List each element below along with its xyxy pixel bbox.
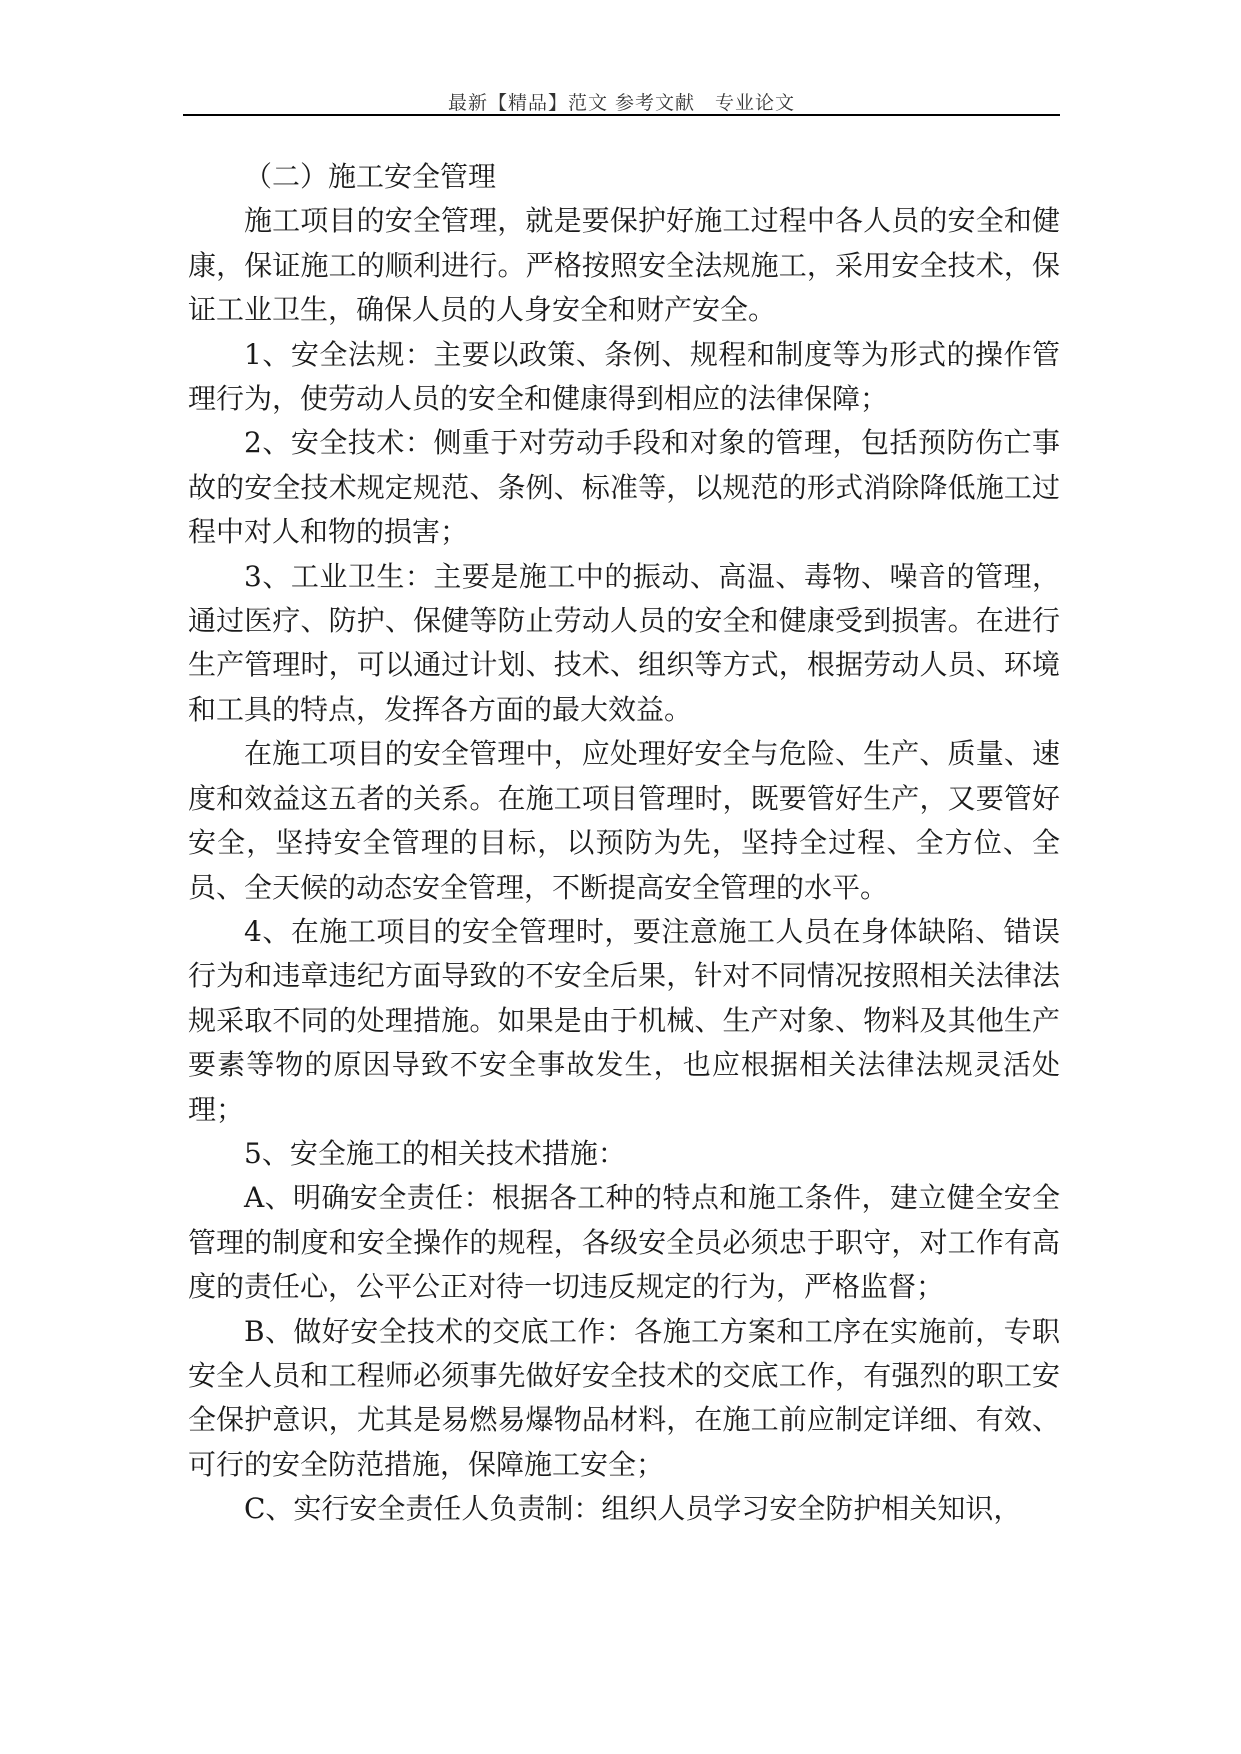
paragraph-item-2: 2、安全技术：侧重于对劳动手段和对象的管理，包括预防伤亡事故的安全技术规定规范、条例、标准等，以规范的形式消除降低施工过程中对人和物的损害； [188, 426, 1060, 549]
paragraph-item-4: 4、在施工项目的安全管理时，要注意施工人员在身体缺陷、错误行为和违章违纪方面导致的不安全后果，针对不同情况按照相关法律法规采取不同的处理措施。如果是由于机械、生产对象、物料及其他生产要素等物的原因导致不安全事故发生，也应根据相关法律法规灵活处理； [188, 914, 1060, 1126]
page-header: 最新【精品】范文 参考文献 专业论文 [447, 92, 796, 114]
document-body [188, 155, 1060, 1532]
paragraph-intro: 施工项目的安全管理，就是要保护好施工过程中各人员的安全和健康，保证施工的顺利进行。严格按照安全法规施工，采用安全技术，保证工业卫生，确保人员的人身安全和财产安全。 [188, 204, 1060, 327]
section-heading: （二）施工安全管理 [244, 160, 497, 193]
paragraph-item-b: B、做好安全技术的交底工作：各施工方案和工序在实施前，专职安全人员和工程师必须事先做好安全技术的交底工作，有强烈的职工安全保护意识，尤其是易燃易爆物品材料，在施工前应制定详细、有效、可行的安全防范措施，保障施工安全； [188, 1314, 1060, 1481]
paragraph-item-5: 5、安全施工的相关技术措施： [244, 1136, 626, 1170]
header-divider [183, 114, 1060, 116]
paragraph-relations: 在施工项目的安全管理中，应处理好安全与危险、生产、质量、速度和效益这五者的关系。在施工项目管理时，既要管好生产，又要管好安全，坚持安全管理的目标，以预防为先，坚持全过程、全方位、全员、全天候的动态安全管理，不断提高安全管理的水平。 [188, 737, 1060, 904]
paragraph-item-3: 3、工业卫生：主要是施工中的振动、高温、毒物、噪音的管理，通过医疗、防护、保健等防止劳动人员的安全和健康受到损害。在进行生产管理时，可以通过计划、技术、组织等方式，根据劳动人员、环境和工具的特点，发挥各方面的最大效益。 [188, 559, 1060, 726]
paragraph-item-1: 1、安全法规：主要以政策、条例、规程和制度等为形式的操作管理行为，使劳动人员的安全和健康得到相应的法律保障； [188, 337, 1060, 416]
paragraph-item-c: C、实行安全责任人负责制：组织人员学习安全防护相关知识， [244, 1492, 1022, 1526]
paragraph-item-a: A、明确安全责任：根据各工种的特点和施工条件，建立健全安全管理的制度和安全操作的规程，各级安全员必须忠于职守，对工作有高度的责任心，公平公正对待一切违反规定的行为，严格监督； [188, 1181, 1060, 1304]
